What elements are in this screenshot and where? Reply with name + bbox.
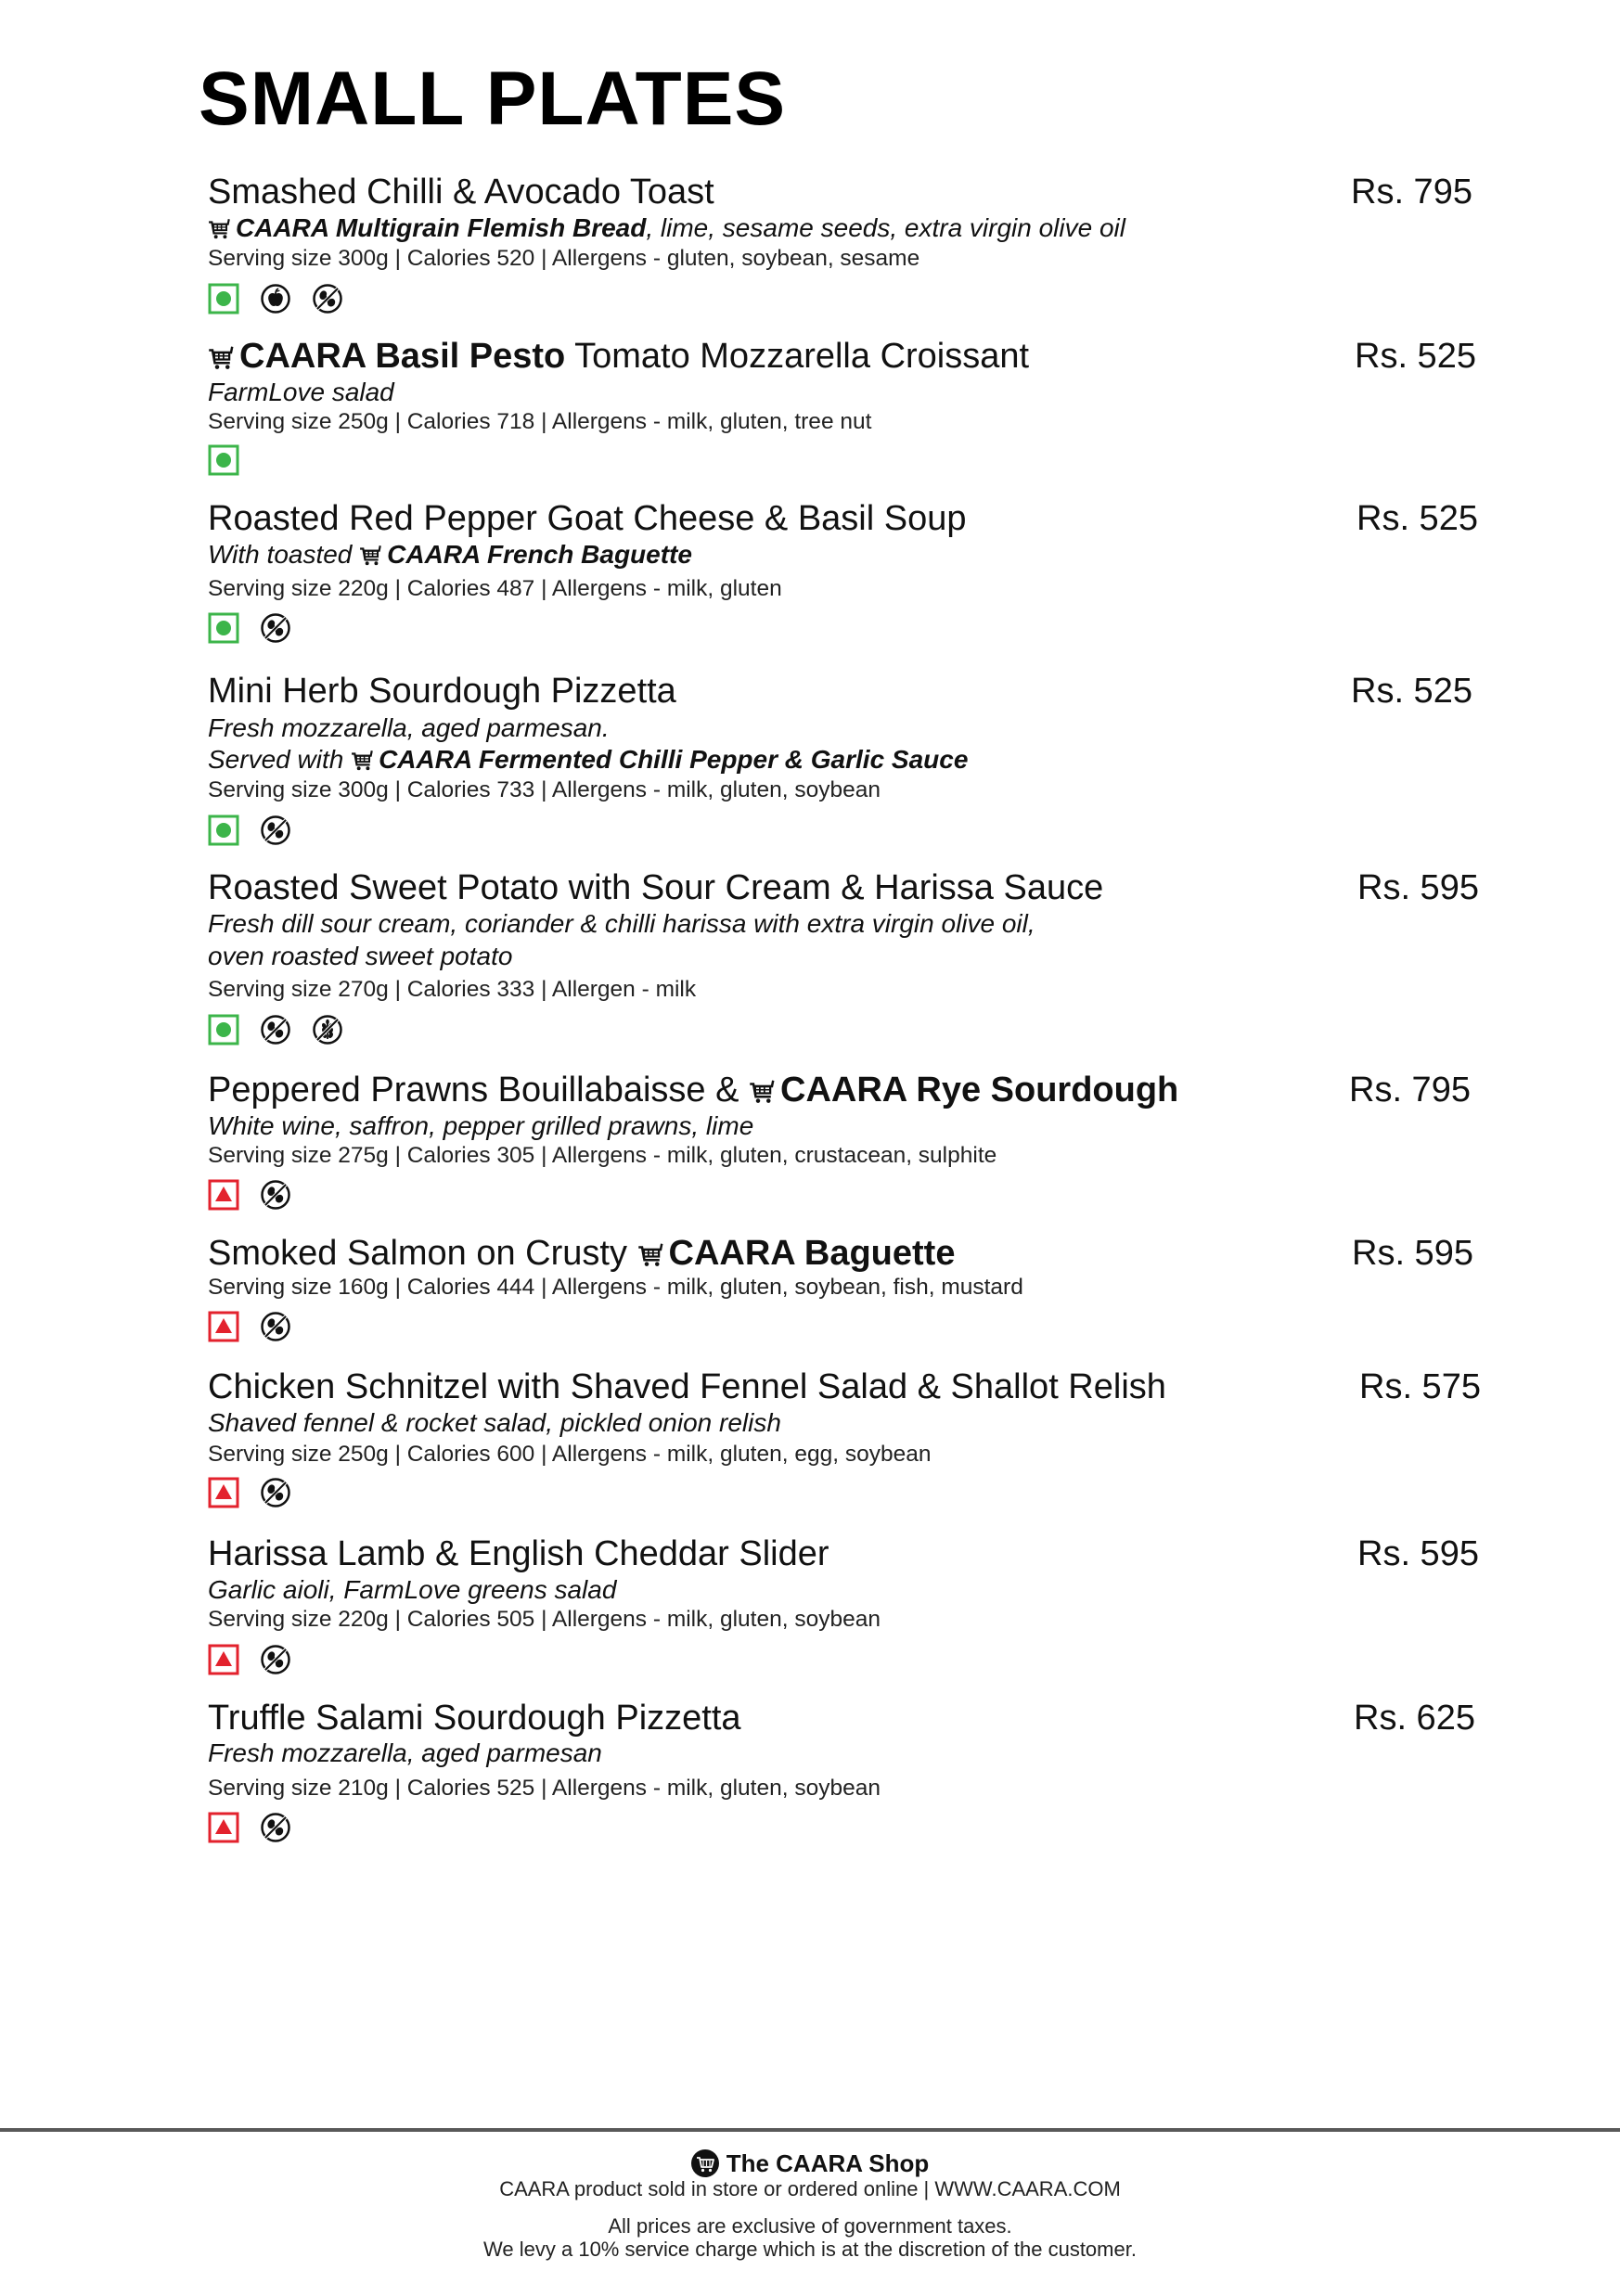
menu-item-price: Rs. 525 xyxy=(1356,499,1478,538)
menu-item-nutrition-details: Serving size 210g | Calories 525 | Allergens - milk, gluten, soybean xyxy=(208,1776,881,1801)
text-fragment: Truffle Salami Sourdough Pizzetta xyxy=(208,1699,741,1738)
apple-icon xyxy=(260,283,291,314)
menu-item-nutrition-details: Serving size 220g | Calories 487 | Allergens - milk, gluten xyxy=(208,576,782,601)
menu-item-price: Rs. 795 xyxy=(1349,1071,1471,1110)
menu-item-nutrition-details: Serving size 270g | Calories 333 | Allergen - milk xyxy=(208,977,697,1002)
menu-item-price: Rs. 525 xyxy=(1355,337,1476,376)
no-peanut-icon xyxy=(260,612,291,644)
text-fragment: Roasted Sweet Potato with Sour Cream & Harissa Sauce xyxy=(208,868,1104,907)
caara-product-name: CAARA Fermented Chilli Pepper & Garlic Sauce xyxy=(379,745,969,774)
menu-item-description xyxy=(208,908,1035,940)
veg-icon xyxy=(208,283,239,314)
text-fragment: , lime, sesame seeds, extra virgin olive oil xyxy=(646,213,1125,242)
dietary-icons xyxy=(208,444,239,476)
menu-item-name xyxy=(208,671,676,712)
menu-item-description xyxy=(208,1574,616,1606)
no-peanut-icon xyxy=(260,1477,291,1508)
dietary-icons xyxy=(208,283,343,314)
non-veg-icon xyxy=(208,1179,239,1211)
text-fragment: With toasted xyxy=(208,540,360,569)
footer-divider xyxy=(0,2128,1620,2132)
dietary-icons xyxy=(208,612,291,644)
shop-subtitle: CAARA product sold in store or ordered online | WWW.CAARA.COM xyxy=(499,2177,1121,2200)
menu-item-nutrition-details: Serving size 275g | Calories 305 | Allergens - milk, gluten, crustacean, sulphite xyxy=(208,1143,997,1168)
text-fragment: FarmLove salad xyxy=(208,378,394,406)
menu-item-price: Rs. 625 xyxy=(1354,1699,1475,1738)
service-charge-note: We levy a 10% service charge which is at the discretion of the customer. xyxy=(483,2238,1137,2261)
caara-shop-cart-icon xyxy=(351,748,375,779)
menu-item-nutrition-details: Serving size 220g | Calories 505 | Allergens - milk, gluten, soybean xyxy=(208,1607,881,1632)
no-peanut-icon xyxy=(260,815,291,846)
menu-item-name xyxy=(208,336,1029,380)
menu-item-price: Rs. 595 xyxy=(1357,868,1479,907)
veg-icon xyxy=(208,612,239,644)
menu-item-description xyxy=(208,1407,781,1439)
text-fragment: Fresh dill sour cream, coriander & chilli harissa with extra virgin olive oil, xyxy=(208,909,1035,938)
menu-item-price: Rs. 595 xyxy=(1357,1534,1479,1573)
gluten-free-icon xyxy=(312,1014,343,1045)
caara-product-name: CAARA Multigrain Flemish Bread xyxy=(236,213,647,242)
text-fragment: Smoked Salmon on Crusty xyxy=(208,1234,637,1273)
text-fragment: Smashed Chilli & Avocado Toast xyxy=(208,173,714,212)
no-peanut-icon xyxy=(260,1644,291,1675)
dietary-icons xyxy=(208,1477,291,1508)
non-veg-icon xyxy=(208,1644,239,1675)
shop-title-text: The CAARA Shop xyxy=(726,2149,930,2177)
caara-shop-cart-icon xyxy=(208,216,232,248)
menu-item-name xyxy=(208,498,967,539)
text-fragment: Served with xyxy=(208,745,352,774)
dietary-icons xyxy=(208,1179,291,1211)
text-fragment: Roasted Red Pepper Goat Cheese & Basil Soup xyxy=(208,499,967,538)
text-fragment: Chicken Schnitzel with Shaved Fennel Salad & Shallot Relish xyxy=(208,1367,1166,1406)
caara-product-name: CAARA Basil Pesto xyxy=(239,337,566,376)
menu-item-price: Rs. 595 xyxy=(1352,1234,1473,1273)
menu-item-description xyxy=(208,712,610,744)
text-fragment: Peppered Prawns Bouillabaisse & xyxy=(208,1071,750,1110)
text-fragment: Mini Herb Sourdough Pizzetta xyxy=(208,672,676,711)
caara-shop-cart-icon xyxy=(359,543,383,574)
menu-item-description xyxy=(208,744,968,779)
menu-item-description xyxy=(208,539,692,574)
menu-item-name xyxy=(208,1233,955,1277)
text-fragment: Shaved fennel & rocket salad, pickled onion relish xyxy=(208,1408,781,1437)
menu-item-name xyxy=(208,1070,1178,1114)
text-fragment: White wine, saffron, pepper grilled prawns, lime xyxy=(208,1111,754,1140)
page-title: SMALL PLATES xyxy=(199,57,787,141)
dietary-icons xyxy=(208,815,291,846)
dietary-icons xyxy=(208,1644,291,1675)
caara-product-name: CAARA Baguette xyxy=(668,1234,956,1273)
caara-shop-cart-icon xyxy=(637,1237,665,1277)
caara-shop-cart-icon xyxy=(208,340,236,380)
dietary-icons xyxy=(208,1014,343,1045)
no-peanut-icon xyxy=(260,1014,291,1045)
veg-icon xyxy=(208,1014,239,1045)
menu-item-name xyxy=(208,867,1103,908)
text-fragment: Tomato Mozzarella Croissant xyxy=(565,337,1030,376)
caara-shop-cart-icon xyxy=(749,1073,777,1114)
text-fragment: oven roasted sweet potato xyxy=(208,942,513,970)
menu-item-price: Rs. 795 xyxy=(1351,173,1472,212)
no-peanut-icon xyxy=(260,1311,291,1342)
menu-item-nutrition-details: Serving size 160g | Calories 444 | Allergens - milk, gluten, soybean, fish, mustard xyxy=(208,1275,1023,1300)
dietary-icons xyxy=(208,1812,291,1843)
menu-item-description xyxy=(208,1110,753,1142)
menu-item-price: Rs. 575 xyxy=(1359,1367,1481,1406)
menu-item-nutrition-details: Serving size 300g | Calories 733 | Allergens - milk, gluten, soybean xyxy=(208,777,881,802)
caara-product-name: CAARA French Baguette xyxy=(387,540,692,569)
menu-item-description xyxy=(208,377,394,408)
dietary-icons xyxy=(208,1311,291,1342)
menu-item-price: Rs. 525 xyxy=(1351,672,1472,711)
non-veg-icon xyxy=(208,1311,239,1342)
no-peanut-icon xyxy=(260,1179,291,1211)
menu-item-nutrition-details: Serving size 300g | Calories 520 | Allergens - gluten, soybean, sesame xyxy=(208,246,920,271)
tax-note: All prices are exclusive of government taxes. xyxy=(608,2214,1012,2238)
menu-item-name xyxy=(208,172,714,212)
menu-item-name xyxy=(208,1533,829,1574)
menu-item-description xyxy=(208,1738,602,1769)
menu-item-nutrition-details: Serving size 250g | Calories 600 | Allergens - milk, gluten, egg, soybean xyxy=(208,1442,932,1467)
non-veg-icon xyxy=(208,1477,239,1508)
no-peanut-icon xyxy=(260,1812,291,1843)
non-veg-icon xyxy=(208,1812,239,1843)
menu-item-description xyxy=(208,941,512,972)
veg-icon xyxy=(208,444,239,476)
menu-item-nutrition-details: Serving size 250g | Calories 718 | Allergens - milk, gluten, tree nut xyxy=(208,409,872,434)
caara-product-name: CAARA Rye Sourdough xyxy=(780,1071,1179,1110)
text-fragment: Garlic aioli, FarmLove greens salad xyxy=(208,1575,617,1604)
veg-icon xyxy=(208,815,239,846)
menu-item-name xyxy=(208,1698,741,1738)
text-fragment: Harissa Lamb & English Cheddar Slider xyxy=(208,1534,829,1573)
no-peanut-icon xyxy=(312,283,343,314)
text-fragment: Fresh mozzarella, aged parmesan. xyxy=(208,713,610,742)
menu-item-name xyxy=(208,1366,1166,1407)
text-fragment: Fresh mozzarella, aged parmesan xyxy=(208,1738,602,1767)
menu-item-description xyxy=(208,212,1125,248)
